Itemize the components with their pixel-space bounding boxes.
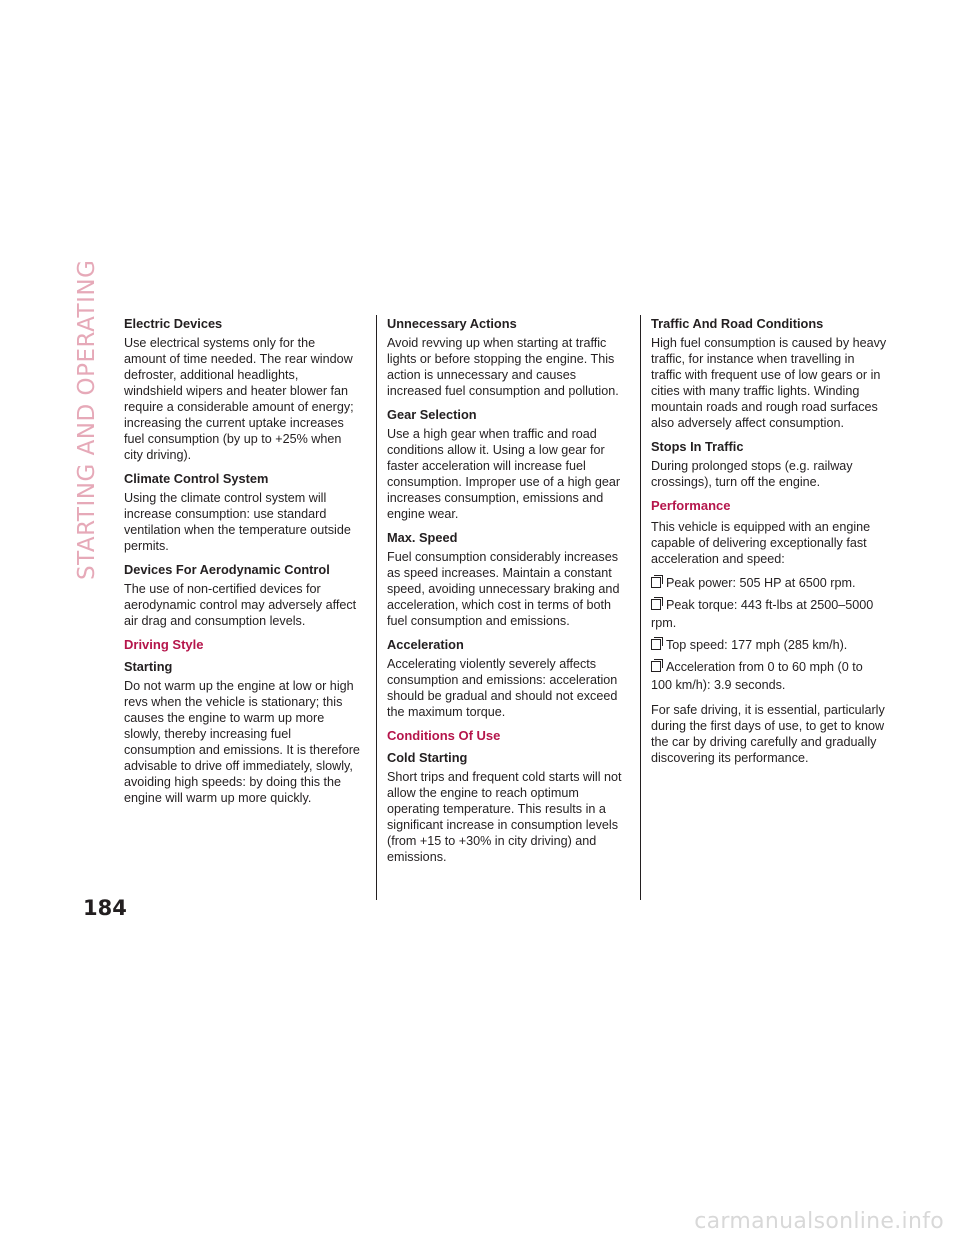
heading-aerodynamic-control: Devices For Aerodynamic Control <box>124 562 330 577</box>
paragraph-performance: This vehicle is equipped with an engine capable of delivering exceptionally fast acceleration and speed: <box>651 520 871 566</box>
paragraph-acceleration: Accelerating violently severely affects consumption and emissions: acceleration should be gradual and should not exceed the maximum torque. <box>387 657 618 719</box>
checkbox-bullet-icon <box>651 599 661 610</box>
heading-max-speed: Max. Speed <box>387 530 458 545</box>
list-item-text: Peak torque: 443 ft-lbs at 2500–5000 rpm. <box>651 598 874 630</box>
heading-traffic-road-conditions: Traffic And Road Conditions <box>651 316 824 331</box>
heading-acceleration: Acceleration <box>387 637 464 652</box>
checkbox-bullet-icon <box>651 639 661 650</box>
paragraph-cold-starting: Short trips and frequent cold starts will not allow the engine to reach optimum operating temperature. This results in a significant increase in consumption levels (from +15 to +30% in city driving) and emissions. <box>387 770 622 864</box>
list-item <box>651 574 887 592</box>
paragraph-starting: Do not warm up the engine at low or high revs when the vehicle is stationary; this causes the engine to warm up more slowly, thereby increasing fuel consumption and emissions. It is therefore advisable to drive off immediately, slowly, avoiding high speeds: by doing this the engine will warm up more quickly. <box>124 679 360 805</box>
page-number: 184 <box>83 896 127 920</box>
section-side-tab-label: STARTING AND OPERATING <box>74 259 100 580</box>
section-heading-conditions-of-use: Conditions Of Use <box>387 728 501 743</box>
watermark: carmanualsonline.info <box>694 1209 944 1234</box>
paragraph-max-speed: Fuel consumption considerably increases as speed increases. Maintain a constant speed, avoiding unnecessary braking and acceleration, which cost in terms of both fuel consumption and emissions. <box>387 550 620 628</box>
heading-stops-in-traffic: Stops In Traffic <box>651 439 744 454</box>
column-2 <box>387 315 623 872</box>
column-divider-2 <box>640 315 641 900</box>
list-item-text: Top speed: 177 mph (285 km/h). <box>666 638 848 652</box>
list-item <box>651 636 887 654</box>
list-item <box>651 596 887 632</box>
column-divider-1 <box>376 315 377 900</box>
section-heading-driving-style: Driving Style <box>124 637 204 652</box>
column-3 <box>651 315 887 773</box>
heading-climate-control: Climate Control System <box>124 471 269 486</box>
list-item-text: Acceleration from 0 to 60 mph (0 to 100 km/h): 3.9 seconds. <box>651 660 863 692</box>
paragraph-unnecessary-actions: Avoid revving up when starting at traffic lights or before stopping the engine. This action is unnecessary and causes increased fuel consumption and pollution. <box>387 336 619 398</box>
paragraph-safe-driving: For safe driving, it is essential, particularly during the first days of use, to get to know the car by driving carefully and gradually discovering its performance. <box>651 703 885 765</box>
paragraph-climate-control: Using the climate control system will increase consumption: use standard ventilation when the temperature outside permits. <box>124 491 351 553</box>
paragraph-electric-devices: Use electrical systems only for the amount of time needed. The rear window defroster, additional headlights, windshield wipers and heater blower fan require a considerable amount of energy; increasing the current uptake increases fuel consumption (by up to +25% when city driving). <box>124 336 354 462</box>
heading-electric-devices: Electric Devices <box>124 316 223 331</box>
heading-starting: Starting <box>124 659 173 674</box>
column-1 <box>124 315 360 813</box>
list-item <box>651 658 887 694</box>
heading-gear-selection: Gear Selection <box>387 407 477 422</box>
list-item-text: Peak power: 505 HP at 6500 rpm. <box>666 576 856 590</box>
heading-cold-starting: Cold Starting <box>387 750 468 765</box>
paragraph-stops-in-traffic: During prolonged stops (e.g. railway crossings), turn off the engine. <box>651 459 853 489</box>
paragraph-aerodynamic-control: The use of non-certified devices for aerodynamic control may adversely affect air drag and consumption levels. <box>124 582 357 628</box>
paragraph-gear-selection: Use a high gear when traffic and road conditions allow it. Using a low gear for faster acceleration will increase fuel consumption. Improper use of a high gear increases consumption, emissions and engine wear. <box>387 427 621 521</box>
section-heading-performance: Performance <box>651 498 731 513</box>
paragraph-traffic-road-conditions: High fuel consumption is caused by heavy traffic, for instance when travelling in traffic with frequent use of low gears or in cities with many traffic lights. Winding mountain roads and rough road surfaces also adversely affect consumption. <box>651 336 887 430</box>
heading-unnecessary-actions: Unnecessary Actions <box>387 316 517 331</box>
checkbox-bullet-icon <box>651 577 661 588</box>
checkbox-bullet-icon <box>651 661 661 672</box>
